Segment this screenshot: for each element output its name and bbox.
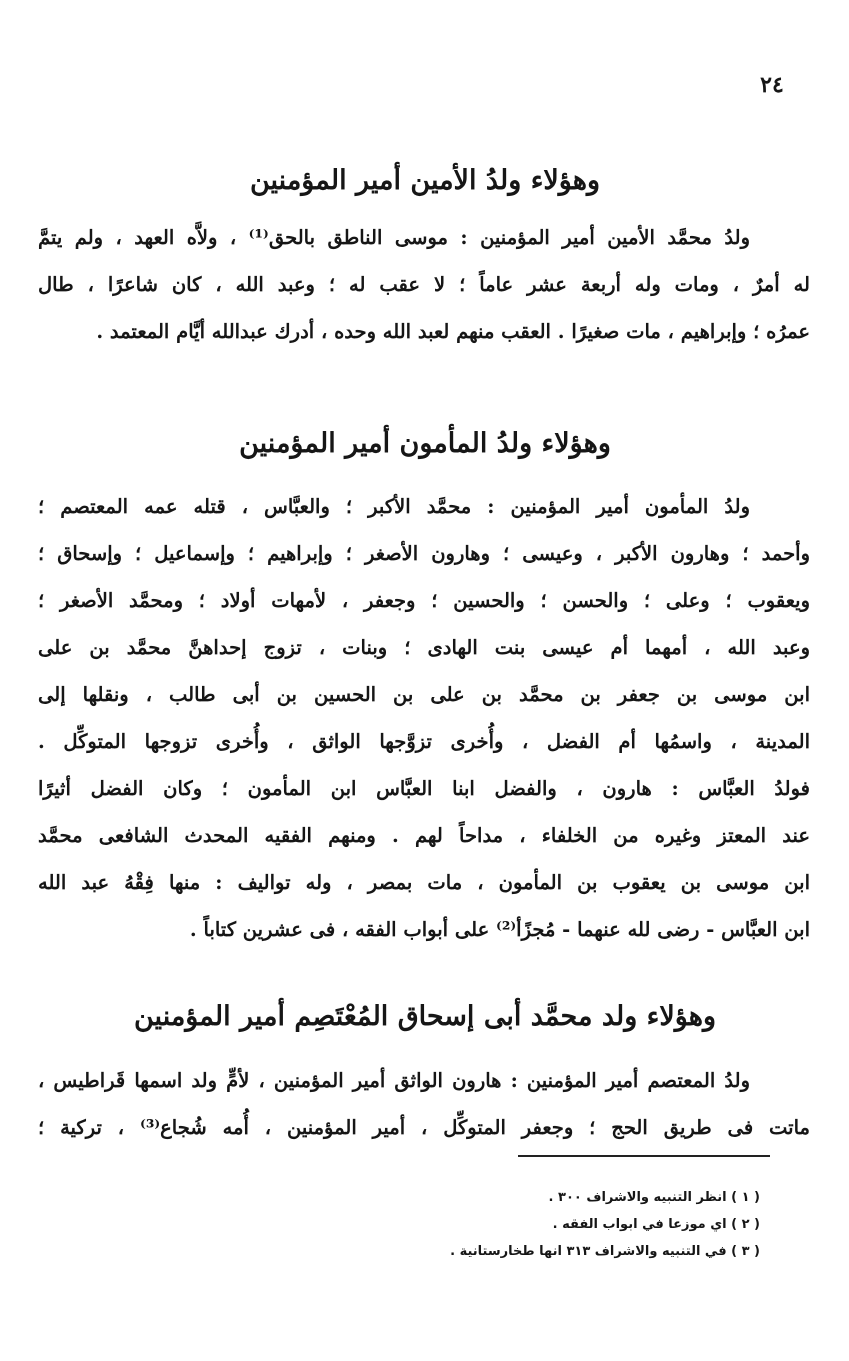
text-line: ابن موسى بن جعفر بن محمَّد بن على بن الحسين بن أبى طالب ، ونقلها إلى [38,683,810,706]
footnote-2: ( ٢ ) اي موزعا في ابواب الفقه . [552,1217,760,1232]
section-title-amin: وهؤلاء ولدُ الأمين أمير المؤمنين [249,165,601,196]
footnotes [300,1184,760,1265]
text-line: وأحمد ؛ وهارون الأكبر ، وعيسى ؛ وهارون الأصغر ؛ وإبراهيم ؛ وإسماعيل ؛ وإسحاق ؛ [38,542,810,565]
page-number: ٢٤ [760,72,784,98]
text-line: ولدُ محمَّد الأمين أمير المؤمنين : موسى الناطق بالحق⁽¹⁾ ، ولاَّه العهد ، ولم يتمَّ [38,226,750,249]
text-line: ابن العبَّاس - رضى لله عنهما - مُجزًأ⁽²⁾ على أبواب الفقه ، فى عشرين كتاباً . [189,918,810,941]
text-line: عمرُه ؛ وإبراهيم ، مات صغيرًا . العقب منهم لعبد الله وحده ، أدرك عبدالله أيَّام المعتمد . [96,320,810,343]
text-line: ولدُ المعتصم أمير المؤمنين : هارون الواثق أمير المؤمنين ، لأمٍّ ولد اسمها قَراطيس ، [38,1069,750,1092]
text-line: المدينة ، واسمُها أم الفضل ، وأُخرى تزوَّجها الواثق ، وأُخرى تزوجها المتوكِّل . [38,730,810,753]
text-line: فولدُ العبَّاس : هارون ، والفضل ابنا العبَّاس ابن المأمون ؛ وكان الفضل أثيرًا [38,777,810,800]
footnote-divider [518,1155,770,1157]
text-line: ولدُ المأمون أمير المؤمنين : محمَّد الأكبر ؛ والعبَّاس ، قتله عمه المعتصم ؛ [38,495,750,518]
text-line: ويعقوب ؛ وعلى ؛ والحسن ؛ والحسين ؛ وجعفر ، لأمهات أولاد ؛ ومحمَّد الأصغر ؛ [38,589,810,612]
text-line: ابن موسى بن يعقوب بن المأمون ، مات بمصر ، وله تواليف : منها فِقْهُ عبد الله [38,871,810,894]
text-line: ماتت فى طريق الحج ؛ وجعفر المتوكِّل ، أمير المؤمنين ، أُمه شُجاع⁽³⁾ ، تركية ؛ [38,1116,810,1139]
footnote-1: ( ١ ) انظر التنبيه والاشراف ٣٠٠ . [548,1190,760,1205]
text-line: عند المعتز وغيره من الخلفاء ، مداحاً لهم . ومنهم الفقيه المحدث الشافعى محمَّد [38,824,810,847]
paragraph-mutasim [38,1057,810,1151]
paragraph-mamun [38,483,810,953]
section-title-mutasim: وهؤلاء ولد محمَّد أبى إسحاق المُعْتَصِم أمير المؤمنين [134,1001,716,1032]
text-line: له أمرٌ ، ومات وله أربعة عشر عاماً ؛ لا عقب له ؛ وعبد الله ، كان شاعرًا ، طال [38,273,810,296]
paragraph-amin [38,214,810,355]
footnote-3: ( ٣ ) في التنبيه والاشراف ٣١٣ انها طخارستانية . [450,1244,760,1259]
text-line: وعبد الله ، أمهما أم عيسى بنت الهادى ؛ وبنات ، تزوج إحداهنَّ محمَّد بن على [38,636,810,659]
section-title-mamun: وهؤلاء ولدُ المأمون أمير المؤمنين [239,428,611,459]
